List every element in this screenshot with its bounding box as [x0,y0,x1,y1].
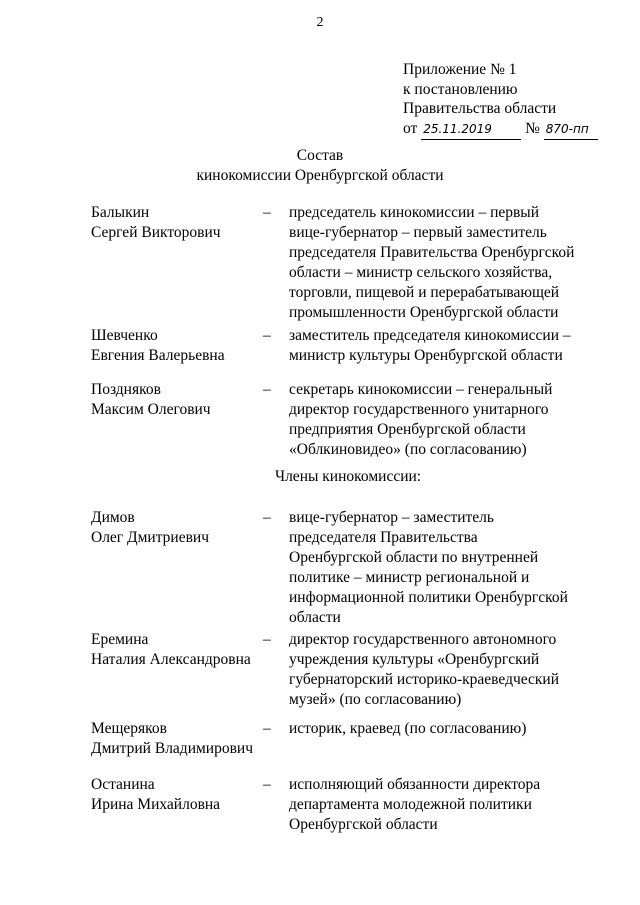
person-surname: Балыкин [91,204,150,221]
dash-separator: – [263,776,271,793]
position-line: заместитель председателя кинокомиссии – [289,327,571,344]
person-surname: Поздняков [91,381,161,398]
position-line: Оренбургской области по внутренней [289,549,539,566]
position-line: области – министр сельского хозяйства, [289,264,553,281]
position-line: историк, краевед (по согласованию) [289,720,527,737]
from-label: от [403,119,418,137]
position-line: учреждения культуры «Оренбургский [289,651,540,668]
appendix-title: Приложение № 1 [403,61,517,78]
position-line: председатель кинокомиссии – первый [289,204,540,221]
position-line: исполняющий обязанности директора [289,776,541,793]
person-name [91,508,261,548]
person-name [91,630,261,670]
position-line: промышленности Оренбургской области [289,304,559,321]
position-line: области [289,609,341,626]
position-line: директор государственного автономного [289,631,557,648]
title-line-2: кинокомиссии Оренбургской области [196,167,444,184]
handwritten-date: 25.11.2019 [421,120,521,141]
handwritten-number: 870-пп [544,120,598,141]
person-surname: Мещеряков [91,720,167,737]
person-given-names: Ирина Михайловна [91,796,221,813]
position-line: председателя Правительства Оренбургской [289,244,575,261]
dash-separator: – [263,631,271,648]
title-line-1: Состав [296,147,344,164]
person-name [91,775,261,815]
person-given-names: Наталия Александровна [91,651,251,668]
position-line: Оренбургской области [289,816,438,833]
position-line: председателя Правительства [289,529,478,546]
person-position [289,203,589,323]
dash-separator: – [263,720,271,737]
person-surname: Еремина [91,631,149,648]
person-name [91,380,261,420]
dash-separator: – [263,204,271,221]
position-line: музей» (по согласованию) [289,691,462,708]
position-line: министр культуры Оренбургской области [289,347,563,364]
person-given-names: Сергей Викторович [91,224,221,241]
person-surname: Димов [91,509,135,526]
person-position [289,775,589,835]
person-position [289,630,589,710]
person-surname: Шевченко [91,327,158,344]
position-line: «Облкиновидео» (по согласованию) [289,441,527,458]
appendix-date-line [403,119,598,141]
person-given-names: Максим Олегович [91,401,211,418]
position-line: предприятия Оренбургской области [289,421,526,438]
dash-separator: – [263,381,271,398]
dash-separator: – [263,509,271,526]
person-name [91,719,261,759]
position-line: губернаторский историко-краеведческий [289,671,560,688]
document-title [0,146,640,186]
person-position [289,719,589,739]
position-line: директор государственного унитарного [289,401,549,418]
person-position [289,326,589,366]
person-given-names: Евгения Валерьевна [91,347,225,364]
page-number: 2 [316,15,324,30]
position-line: департамента молодежной политики [289,796,532,813]
person-given-names: Дмитрий Владимирович [91,740,254,757]
position-line: информационной политики Оренбургской [289,589,568,606]
person-position [289,380,589,460]
position-line: вице-губернатор – заместитель [289,509,494,526]
person-surname: Останина [91,776,155,793]
members-heading: Члены кинокомиссии: [275,468,422,485]
position-line: политике – министр региональной и [289,569,530,586]
person-name [91,326,261,366]
dash-separator: – [263,327,271,344]
appendix-line-3: Правительства области [403,100,557,117]
position-line: торговли, пищевой и перерабатывающей [289,284,560,301]
position-line: секретарь кинокомиссии – генеральный [289,381,553,398]
person-position [289,508,589,628]
person-given-names: Олег Дмитриевич [91,529,210,546]
person-name [91,203,261,243]
position-line: вице-губернатор – первый заместитель [289,224,547,241]
number-label: № [525,119,540,137]
appendix-line-2: к постановлению [403,80,518,98]
appendix-block [403,60,598,140]
